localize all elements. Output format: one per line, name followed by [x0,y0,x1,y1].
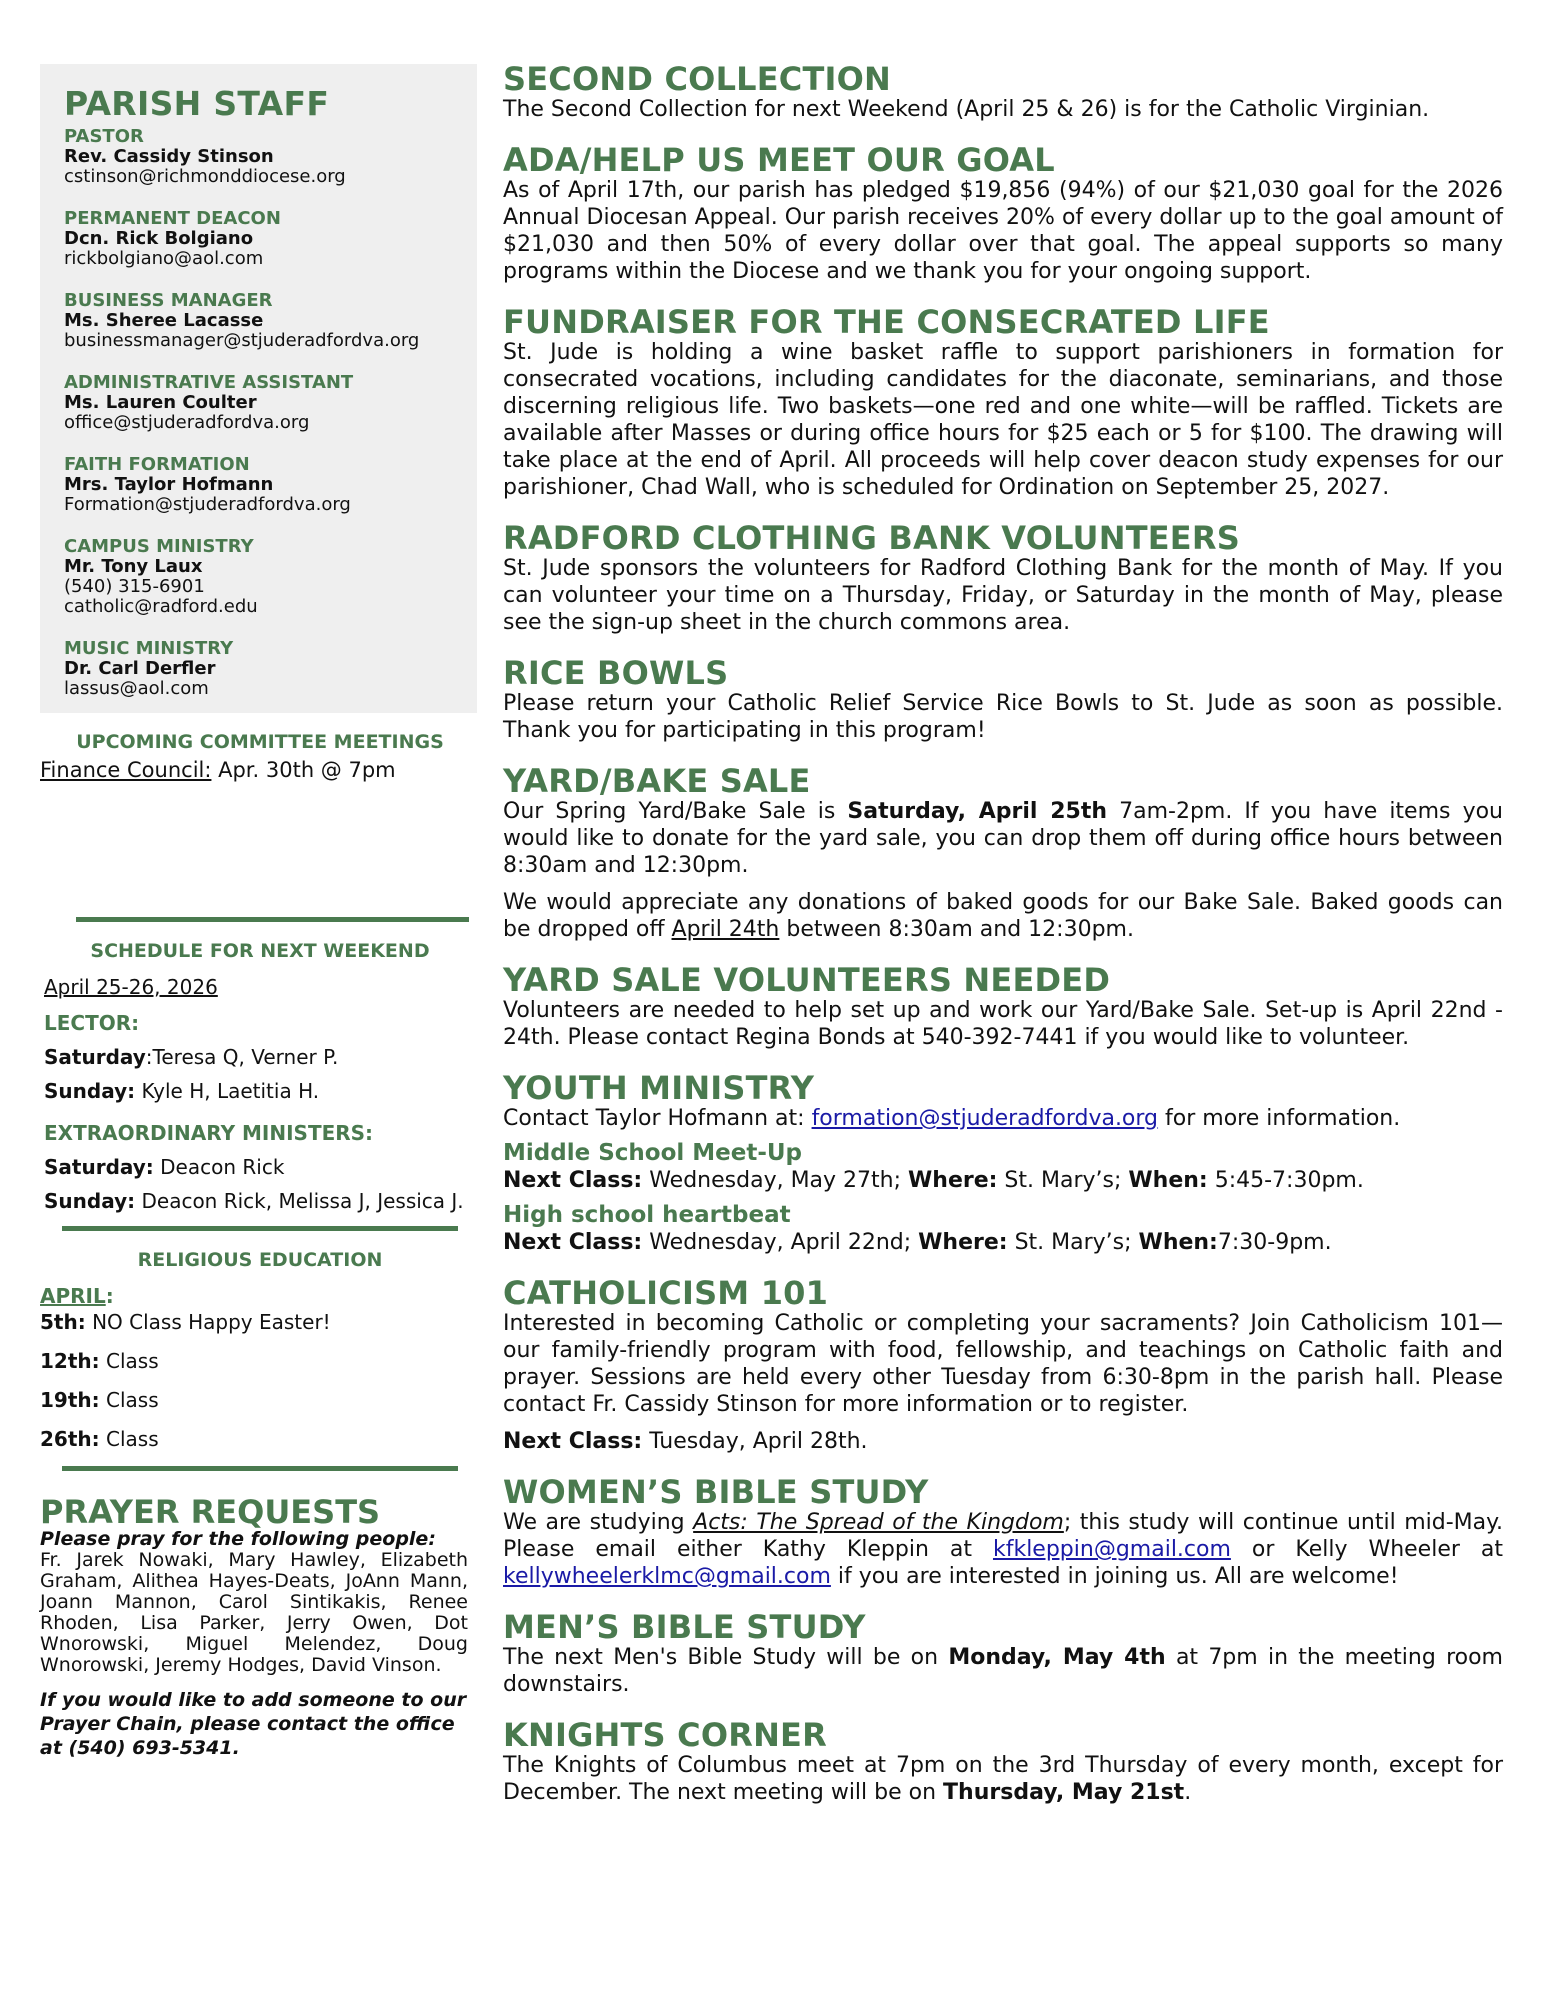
book-title: Acts: The Spread of the Kingdom [693,1510,1064,1535]
day-label: Saturday: [44,1155,154,1179]
section-text: Interested in becoming Catholic or completing your sacraments? Join Catholicism 101—our family-friendly program with food, fellowship, and teachings on Catholic faith and prayer. Sessions are held every other Tuesday from 6:30-8pm in the parish hall. Please contact Fr. Cassidy Stinson for more information or to register. [503,1311,1503,1417]
section-title: WOMEN’S BIBLE STUDY [503,1473,929,1511]
lector-saturday [44,1044,480,1070]
section-title: ADA/HELP US MEET OUR GOAL [503,141,1055,179]
religious-ed-item [40,1426,480,1452]
meeting-date: Thursday, May 21st [943,1780,1185,1805]
staff-name: Mrs. Taylor Hofmann [64,474,274,495]
staff-entry [64,639,463,699]
section-text: St. Jude is holding a wine basket raffle to support parishioners in formation for consecrated vocations, including candidates for the diaconate, seminarians, and those discerning religious life. Two baskets—one red and one white—will be raffled. Tickets are available after Masses or during office hours for $25 each or 5 for $100. The drawing will take place at the end of April. All proceeds will help cover deacon study expenses for our parishioner, Chad Wall, who is scheduled for Ordination on September 25, 2027. [503,340,1503,500]
section-text: Please return your Catholic Relief Service Rice Bowls to St. Jude as soon as possible. Thank you for participating in this program! [503,691,1503,743]
section-title: YOUTH MINISTRY [503,1069,815,1107]
prayer-intro: Please pray for the following people: [40,1528,436,1550]
prayer-heading: PRAYER REQUESTS [40,1493,381,1531]
religious-ed-item [40,1387,480,1413]
section-text [503,798,1503,879]
section-mens-bible-study [503,1610,1503,1698]
staff-role: PERMANENT DEACON [64,208,281,229]
value: Wednesday, May 27th; [642,1168,909,1193]
staff-role: MUSIC MINISTRY [64,638,234,659]
text-run: between 8:30am and 12:30pm. [779,917,1134,942]
label: Next Class: [503,1230,643,1255]
class-note: NO Class Happy Easter! [85,1310,331,1334]
staff-role: ADMINISTRATIVE ASSISTANT [64,372,354,393]
lector-names: :Teresa Q, Verner P. [145,1045,339,1069]
label: When: [1138,1230,1218,1255]
ministers-heading: EXTRAORDINARY MINISTERS: [44,1121,374,1145]
section-title: RICE BOWLS [503,654,729,692]
section-text [503,1105,1503,1132]
staff-name: Dr. Carl Derfler [64,658,216,679]
label: Next Class: [503,1429,643,1454]
section-fundraiser [503,305,1503,501]
staff-phone: (540) 315-6901 [64,576,205,597]
value: St. Mary’s; [997,1168,1129,1193]
religious-ed-month [40,1283,480,1309]
section-rice-bowls [503,656,1503,744]
value: 5:45-7:30pm. [1207,1168,1364,1193]
staff-role: PASTOR [64,126,144,147]
day-label: 26th: [40,1427,100,1451]
section-womens-bible-study [503,1475,1503,1590]
section-text: St. Jude sponsors the volunteers for Radford Clothing Bank for the month of May. If you can volunteer your time on a Thursday, Friday, or Saturday in the month of May, please see the sign-up sheet in the church commons area. [503,556,1503,635]
text-run: Contact Taylor Hofmann at: [503,1106,812,1131]
day-label: 12th: [40,1349,100,1373]
parish-staff-title: PARISH STAFF [64,84,330,123]
section-catholicism-101 [503,1276,1503,1455]
text-run: 7am-2pm. If you have items you would like to donate for the yard sale, you can drop them off during office hours between 8:30am and 12:30pm. [503,799,1503,878]
kathy-email-link[interactable]: kfkleppin@gmail.com [992,1537,1231,1562]
section-title: SECOND COLLECTION [503,60,892,98]
committee-value: Apr. 30th @ 7pm [211,758,396,782]
parish-staff-box [40,64,477,713]
divider [62,1226,458,1231]
lector-sunday [44,1078,480,1104]
value: Wednesday, April 22nd; [642,1230,919,1255]
class-note: Class [99,1349,159,1373]
text-run: We are studying [503,1510,694,1535]
religious-ed-item [40,1309,480,1335]
formation-email-link[interactable]: formation@stjuderadfordva.org [811,1106,1159,1131]
text-run: The Knights of Columbus meet at 7pm on the 3rd Thursday of every month, except for December. The next meeting will be on [503,1753,1503,1805]
meeting-date: Monday, May 4th [948,1645,1166,1670]
label: When: [1128,1168,1208,1193]
text-run: at 7pm in the meeting room downstairs. [503,1645,1503,1697]
right-column [503,62,1503,1826]
section-second-collection [503,62,1503,123]
prayer-names: Fr. Jarek Nowaki, Mary Hawley, Elizabeth Graham, Alithea Hayes-Deats, JoAnn Mann, Joann Mannon, Carol Sintikakis, Renee Rhoden, Lisa Parker, Jerry Owen, Dot Wnorowski, Miguel Melendez, Doug Wnorowski, Jeremy Hodges, David Vinson. [40,1549,468,1676]
staff-entry [64,209,463,269]
staff-email: rickbolgiano@aol.com [64,248,264,269]
section-title: YARD/BAKE SALE [503,762,811,800]
section-text [503,1509,1503,1590]
text-run: ; this study will continue until mid-May. Please email either Kathy Kleppin at [503,1510,1503,1562]
staff-entry [64,455,463,515]
section-text [503,889,1503,943]
ministers-sunday [44,1188,480,1214]
label: Next Class: [503,1168,643,1193]
middle-school-title: Middle School Meet-Up [503,1140,803,1166]
section-youth-ministry [503,1071,1503,1256]
schedule-date: April 25-26, 2026 [44,975,218,999]
section-title: KNIGHTS CORNER [503,1716,827,1754]
section-title: FUNDRAISER FOR THE CONSECRATED LIFE [503,303,1270,341]
section-title: RADFORD CLOTHING BANK VOLUNTEERS [503,519,1240,557]
class-note: Class [99,1427,159,1451]
minister-names: Deacon Rick, Melissa J, Jessica J. [135,1189,464,1213]
staff-role: BUSINESS MANAGER [64,290,273,311]
staff-name: Ms. Sheree Lacasse [64,310,264,331]
committee-label: Finance Council: [40,758,212,782]
text-run: or Kelly Wheeler at [1230,1537,1503,1562]
staff-name: Mr. Tony Laux [64,556,203,577]
minister-names: Deacon Rick [153,1155,285,1179]
text-run: The next Men's Bible Study will be on [503,1645,949,1670]
staff-email: office@stjuderadfordva.org [64,412,310,433]
text-run: Our Spring Yard/Bake Sale is [503,799,848,824]
section-yard-bake-sale [503,764,1503,943]
staff-email: catholic@radford.edu [64,596,258,617]
day-label: Sunday: [44,1189,136,1213]
staff-email: lassus@aol.com [64,678,209,699]
lector-names: Kyle H, Laetitia H. [135,1079,320,1103]
text-run: We would appreciate any donations of baked goods for our Bake Sale. Baked goods can be dropped off [503,890,1503,942]
label: Where: [918,1230,1008,1255]
staff-entry [64,537,463,617]
class-note: Class [99,1388,159,1412]
section-title: MEN’S BIBLE STUDY [503,1608,866,1646]
middle-school-details [503,1167,1503,1194]
section-ada [503,143,1503,285]
committee-line [40,757,480,783]
month-colon: : [105,1284,114,1308]
staff-email: businessmanager@stjuderadfordva.org [64,330,420,351]
religious-ed-item [40,1348,480,1374]
staff-role: FAITH FORMATION [64,454,250,475]
staff-email: cstinson@richmonddiocese.org [64,166,346,187]
lector-heading: LECTOR: [44,1011,140,1035]
section-title: CATHOLICISM 101 [503,1274,829,1312]
section-title: YARD SALE VOLUNTEERS NEEDED [503,961,1111,999]
day-label: 5th: [40,1310,86,1334]
prayer-footer: If you would like to add someone to our Prayer Chain, please contact the office at (540) 693-5341. [40,1689,467,1759]
staff-entry [64,127,463,187]
text-run: . [1184,1780,1192,1805]
day-label: 19th: [40,1388,100,1412]
kelly-email-link[interactable]: kellywheelerklmc@gmail.com [503,1564,831,1589]
schedule-heading: SCHEDULE FOR NEXT WEEKEND [90,940,430,962]
committee-heading: UPCOMING COMMITTEE MEETINGS [76,731,444,753]
divider [76,917,469,922]
staff-email: Formation@stjuderadfordva.org [64,494,351,515]
value: 7:30-9pm. [1217,1230,1332,1255]
high-school-details [503,1229,1503,1256]
religious-ed-heading: RELIGIOUS EDUCATION [137,1249,383,1271]
staff-name: Ms. Lauren Coulter [64,392,257,413]
staff-entry [64,373,463,433]
staff-name: Dcn. Rick Bolgiano [64,228,254,249]
section-yard-volunteers [503,963,1503,1051]
staff-role: CAMPUS MINISTRY [64,536,254,557]
sale-date: Saturday, April 25th [847,799,1108,824]
section-text: Volunteers are needed to help set up and work our Yard/Bake Sale. Set-up is April 22nd - 24th. Please contact Regina Bonds at 540-392-7441 if you would like to volunteer. [503,998,1503,1050]
month-label: APRIL [40,1284,106,1308]
section-text [503,1644,1503,1698]
divider [62,1466,458,1471]
section-text: As of April 17th, our parish has pledged $19,856 (94%) of our $21,030 goal for the 2026 Annual Diocesan Appeal. Our parish receives 20% of every dollar up to the goal amount of $21,030 and then 50% of every dollar over that goal. The appeal supports so many programs within the Diocese and we thank you for your ongoing support. [503,178,1503,284]
next-class [503,1428,1503,1455]
value: St. Mary’s; [1007,1230,1139,1255]
text-run: if you are interested in joining us. All are welcome! [830,1564,1399,1589]
section-text [503,1752,1503,1806]
section-clothing-bank [503,521,1503,636]
value: Tuesday, April 28th. [642,1429,868,1454]
left-column [40,64,480,1760]
section-text: The Second Collection for next Weekend (April 25 & 26) is for the Catholic Virginian. [503,97,1430,122]
ministers-saturday [44,1154,480,1180]
label: Where: [908,1168,998,1193]
staff-entry [64,291,463,351]
day-label: Sunday: [44,1079,136,1103]
dropoff-date: April 24th [671,917,780,942]
staff-name: Rev. Cassidy Stinson [64,146,274,167]
section-knights-corner [503,1718,1503,1806]
text-run: for more information. [1158,1106,1401,1131]
day-label: Saturday [44,1045,146,1069]
high-school-title: High school heartbeat [503,1202,791,1228]
